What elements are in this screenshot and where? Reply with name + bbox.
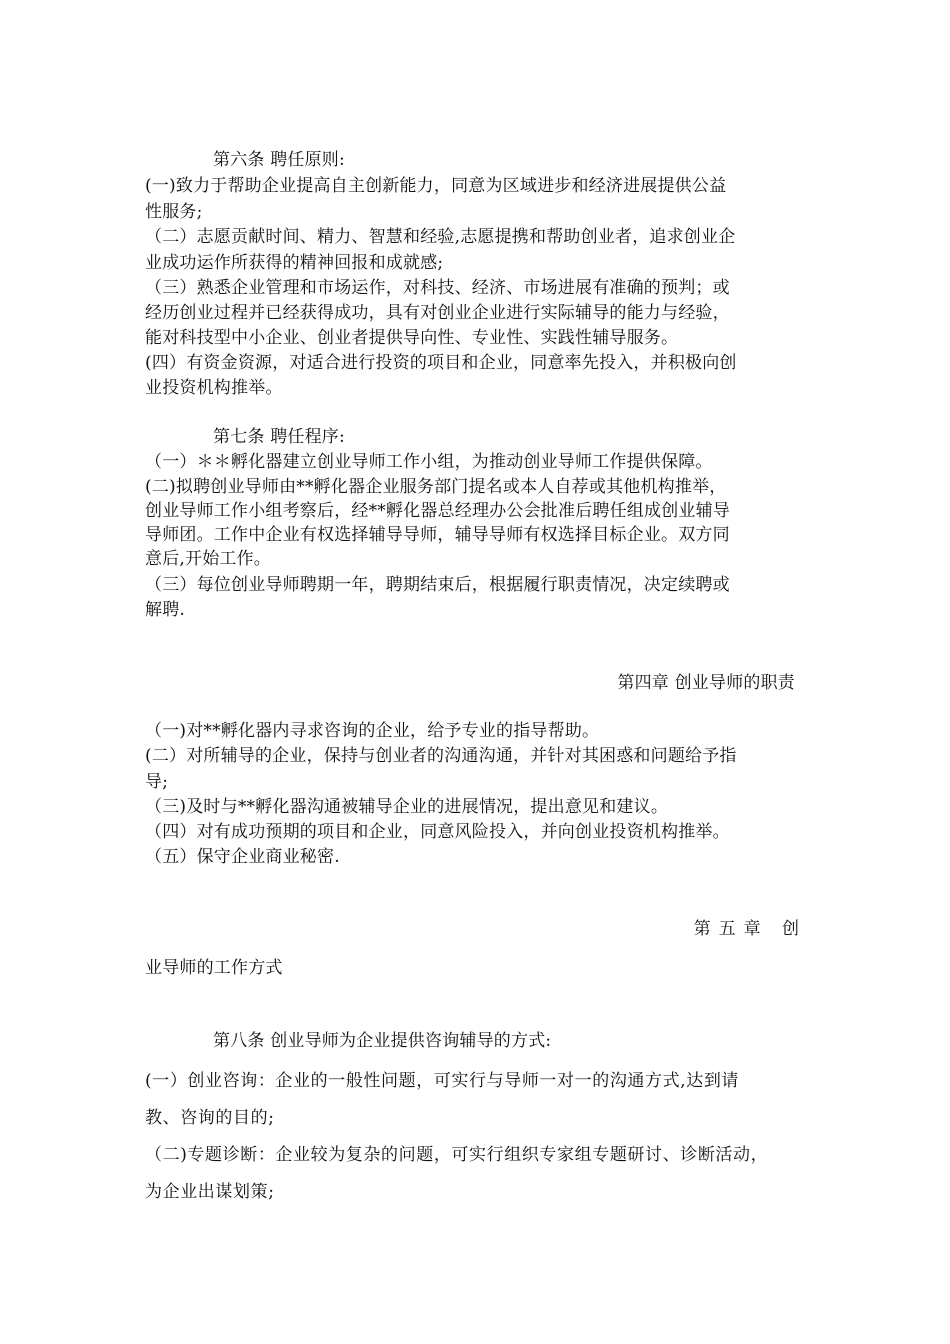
article6-line: (四）有资金资源，对适合进行投资的项目和企业，同意率先投入，并积极向创 xyxy=(145,353,737,373)
article7-title: 第七条 聘任程序: xyxy=(213,427,345,447)
article6-line: 性服务; xyxy=(145,202,203,222)
chapter4-title: 第四章 创业导师的职责 xyxy=(617,673,795,693)
article7-line: (二)拟聘创业导师由**孵化器企业服务部门提名或本人自荐或其他机构推举， xyxy=(145,477,727,497)
chapter4-line: （三)及时与**孵化器沟通被辅导企业的进展情况，提出意见和建议。 xyxy=(145,797,669,817)
article8-line: 教、咨询的目的; xyxy=(145,1108,275,1128)
chapter4-line: （四）对有成功预期的项目和企业，同意风险投入，并向创业投资机构推举。 xyxy=(145,822,730,842)
article6-line: （三）熟悉企业管理和市场运作，对科技、经济、市场进展有准确的预判；或 xyxy=(145,278,730,298)
chapter4-line: (二）对所辅导的企业，保持与创业者的沟通沟通，并针对其困惑和问题给予指 xyxy=(145,746,737,766)
article6-line: (一)致力于帮助企业提高自主创新能力，同意为区域进步和经济进展提供公益 xyxy=(145,176,727,196)
article7-line: （三）每位创业导师聘期一年，聘期结束后，根据履行职责情况，决定续聘或 xyxy=(145,575,730,595)
chapter4-line: （一)对**孵化器内寻求咨询的企业，给予专业的指导帮助。 xyxy=(145,721,600,741)
article6-title: 第六条 聘任原则: xyxy=(213,150,345,170)
article7-line: 意后,开始工作。 xyxy=(145,549,272,569)
article7-line: 解聘. xyxy=(145,600,186,620)
article8-title: 第八条 创业导师为企业提供咨询辅导的方式: xyxy=(213,1031,552,1051)
article7-line: （一）＊＊孵化器建立创业导师工作小组，为推动创业导师工作提供保障。 xyxy=(145,452,713,472)
article6-line: 业成功运作所获得的精神回报和成就感; xyxy=(145,253,444,273)
article6-line: 能对科技型中小企业、创业者提供导向性、专业性、实践性辅导服务。 xyxy=(145,328,679,348)
chapter4-line: （五）保守企业商业秘密. xyxy=(145,847,340,867)
article8-line: (一）创业咨询：企业的一般性问题，可实行与导师一对一的沟通方式,达到请 xyxy=(145,1071,740,1091)
article6-line: 业投资机构推举。 xyxy=(145,378,283,398)
chapter4-line: 导; xyxy=(145,772,169,792)
chapter5-title-part1: 第五章 创 xyxy=(693,919,807,939)
article6-line: （二）志愿贡献时间、精力、智慧和经验,志愿提携和帮助创业者，追求创业企 xyxy=(145,227,736,247)
article7-line: 创业导师工作小组考察后，经**孵化器总经理办公会批准后聘任组成创业辅导 xyxy=(145,501,730,521)
article6-line: 经历创业过程并已经获得成功，具有对创业企业进行实际辅导的能力与经验， xyxy=(145,303,730,323)
article8-line: 为企业出谋划策; xyxy=(145,1182,275,1202)
article8-line: （二)专题诊断：企业较为复杂的问题，可实行组织专家组专题研讨、诊断活动， xyxy=(145,1145,769,1165)
article7-line: 导师团。工作中企业有权选择辅导导师，辅导导师有权选择目标企业。双方同 xyxy=(145,525,730,545)
chapter5-title-part2: 业导师的工作方式 xyxy=(145,958,283,978)
